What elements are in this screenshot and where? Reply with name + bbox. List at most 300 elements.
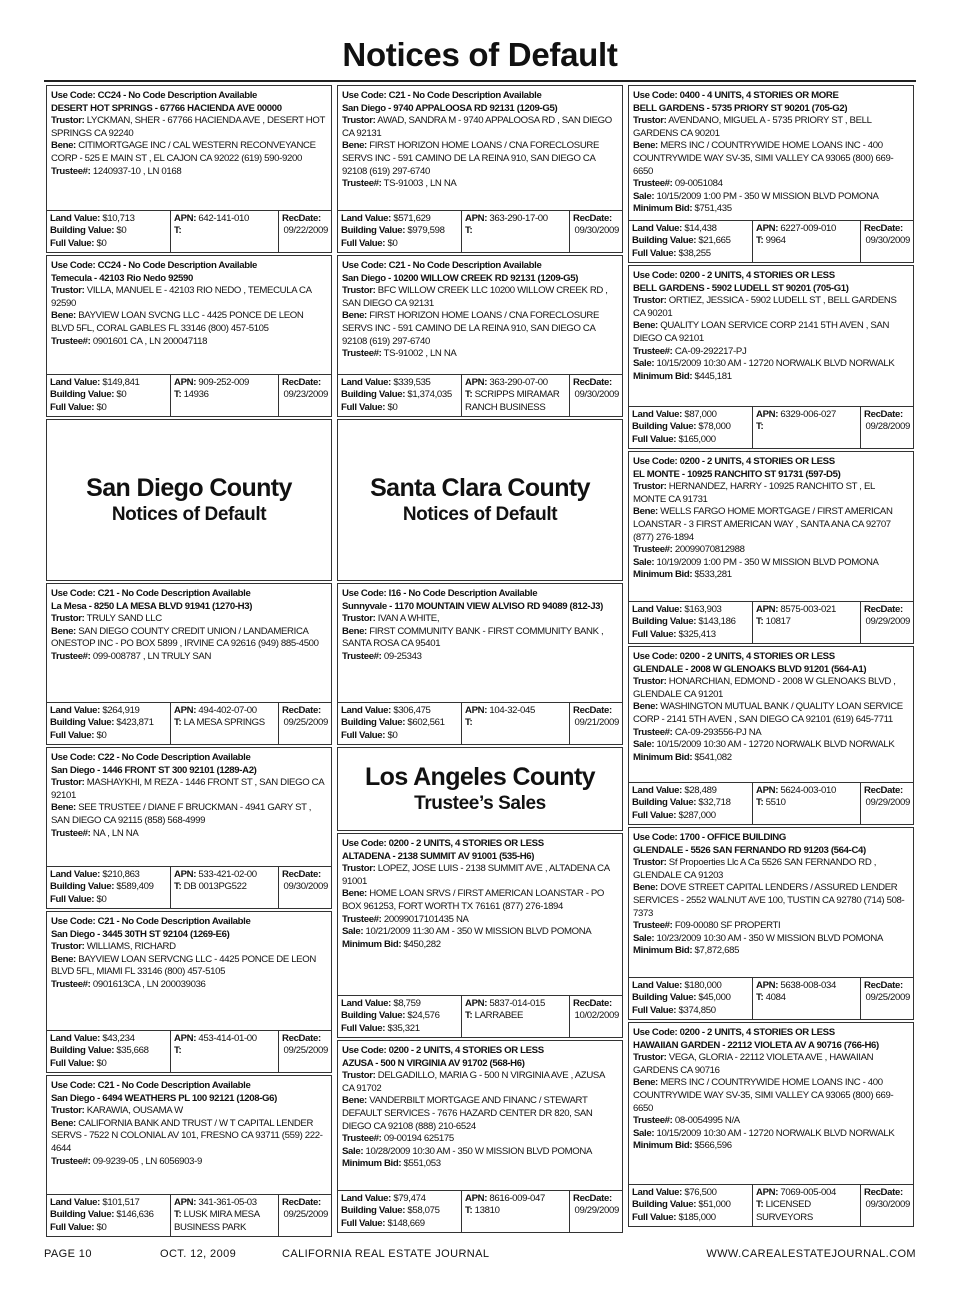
land-value-value: $149,841 [102,376,140,388]
minimum-bid [633,569,909,582]
use-code [633,651,909,664]
use-code-value: 0400 - 4 UNITS, 4 STORIES OR MORE [679,90,839,101]
building-value [50,389,167,401]
notice-details [629,86,913,220]
minimum-bid [633,203,909,216]
tract-value: LARRABEE [474,1010,524,1022]
beneficiary-label: Bene: [633,140,658,152]
notice-column [628,85,914,1229]
tract-value: 4084 [765,992,786,1004]
trustee-number-label: Trustee#: [342,348,382,360]
value-row [629,601,913,643]
apn-value: 341-361-05-03 [198,1196,257,1208]
full-value-label: Full Value: [632,1004,677,1016]
tract-label: T: [465,1205,473,1217]
property-address: BELL GARDENS - 5902 LUDELL ST 90201 (705-G1) [633,282,849,294]
notice-details [629,452,913,601]
use-code-label: Use Code: [51,1080,96,1091]
land-value [50,869,167,881]
rec-date-cell [279,867,331,908]
minimum-bid-label: Minimum Bid: [633,370,693,382]
notice-details [47,1076,331,1194]
land-value-label: Land Value: [632,784,682,796]
trustee-number-value: CA-09-293556-PJ NA [674,726,762,738]
tract [756,992,857,1004]
use-code [342,260,618,273]
notice-details [629,266,913,406]
sale-info [633,739,909,752]
property-address: San Diego - 3445 30TH ST 92104 (1269-E6) [51,928,230,940]
use-code [51,1080,327,1093]
tract [465,389,566,414]
minimum-bid-value: $450,282 [403,938,441,950]
full-value-value: $0 [387,401,398,413]
rec-date-value: 09/29/2009 [865,797,910,809]
values-cell [47,703,171,744]
trustee-number [51,1156,327,1169]
apn-cell [753,602,861,643]
use-code [633,270,909,283]
trustee-number-value: 09-00194 625175 [383,1133,454,1145]
building-value-label: Building Value: [341,1010,406,1022]
notice-details [338,1041,622,1190]
value-row [338,374,622,416]
trustor-label: Trustor: [342,115,376,127]
trustee-number-label: Trustee#: [51,165,91,177]
rec-date-value: 09/21/2009 [574,717,619,729]
beneficiary-label: Bene: [342,888,367,900]
minimum-bid-value: $445,181 [694,370,732,382]
land-value-value: $79,474 [393,1192,426,1204]
land-value-value: $339,535 [393,376,431,388]
beneficiary-value: SEE TRUSTEE / DIANE F BRUCKMAN - 4941 GARY ST , SAN DIEGO CA 92115 (858) 568-4999 [51,802,312,826]
minimum-bid-value: $566,596 [694,1140,732,1152]
trustee-number-label: Trustee#: [633,726,673,738]
rec-date-value: 09/28/2009 [865,421,910,433]
beneficiary-value: CITIMORTGAGE INC / CAL WESTERN RECONVEYANCE CORP - 525 E MAIN ST , EL CAJON CA 92022 (619) 590-9200 [51,140,316,164]
trustee-number-label: Trustee#: [51,650,91,662]
tract-label: T: [465,389,473,401]
land-value-value: $14,438 [684,222,717,234]
trustor-value: BFC WILLOW CREEK LLC 10200 WILLOW CREEK RD , SAN DIEGO CA 92131 [342,285,608,309]
land-value [341,998,458,1010]
apn-value: 5624-003-010 [780,784,836,796]
building-value-label: Building Value: [50,1209,115,1221]
rec-date-cell [861,783,913,824]
rec-date-value: 09/30/2009 [574,225,619,237]
building-value [50,881,167,893]
trustor [633,295,909,320]
county-name: Santa Clara County [370,473,590,502]
apn-value: 363-290-17-00 [489,212,548,224]
beneficiary-label: Bene: [342,310,367,322]
county-heading [337,419,623,581]
value-row [629,220,913,262]
apn-label: APN: [756,979,779,991]
land-value-value: $264,919 [102,704,140,716]
land-value [341,377,458,389]
trustee-number [633,1115,909,1128]
sale-info-value: 10/15/2009 10:30 AM - 12720 NORWALK BLVD NORWALK [656,358,895,370]
property-address: EL MONTE - 10925 RANCHITO ST 91731 (597-D5) [633,468,841,480]
apn [465,1193,566,1205]
rec-date-label: RecDate: [573,376,612,388]
tract-label: T: [756,235,764,247]
apn-cell [462,375,570,416]
full-value [50,238,167,250]
trustee-number-label: Trustee#: [633,544,673,556]
land-value-label: Land Value: [341,997,391,1009]
tract [465,1205,566,1217]
apn-cell [462,996,570,1037]
beneficiary-label: Bene: [633,320,658,332]
trustee-number-value: 08-0054995 N/A [674,1115,740,1127]
trustee-number [51,979,327,992]
full-value [632,629,749,641]
rec-date-value: 09/25/2009 [283,1209,328,1221]
property-address: Sunnyvale - 1170 MOUNTAIN VIEW ALVISO RD 94089 (812-J3) [342,600,604,612]
beneficiary [342,140,618,178]
apn-label: APN: [756,784,779,796]
beneficiary-label: Bene: [633,882,658,894]
value-row [338,210,622,252]
use-code [342,588,618,601]
land-value-value: $28,489 [684,784,717,796]
notice-record [628,451,914,644]
tract [174,389,275,401]
building-value-label: Building Value: [341,225,406,237]
land-value-label: Land Value: [632,222,682,234]
beneficiary-value: FIRST HORIZON HOME LOANS / CNA FORECLOSURE SERVS INC - 591 CAMINO DE LA REINA 910, SAN DIEGO CA 92108 (619) 297-6740 [342,140,600,177]
apn [174,705,275,717]
notice-details [338,584,622,702]
land-value-label: Land Value: [341,376,391,388]
footer-date: OCT. 12, 2009 [160,1248,237,1260]
full-value [50,894,167,906]
trustee-number [633,178,909,191]
tract [174,1045,275,1057]
trustor-value: ORTIEZ, JESSICA - 5902 LUDELL ST , BELL GARDENS CA 90201 [633,295,897,319]
apn-cell [462,1191,570,1232]
apn-label: APN: [465,376,488,388]
land-value-label: Land Value: [632,603,682,615]
rec-date-label: RecDate: [864,1186,903,1198]
values-cell [629,407,753,448]
building-value-value: $979,598 [407,225,445,237]
full-value [50,402,167,414]
footer-page-number: PAGE 10 [44,1248,92,1260]
tract-label: T: [756,992,764,1004]
sale-info-value: 10/23/2009 10:30 AM - 350 W MISSION BLVD POMONA [656,932,884,944]
trustee-number-label: Trustee#: [51,978,91,990]
use-code-value: C21 - No Code Description Available [97,588,251,599]
full-value-label: Full Value: [632,247,677,259]
rec-date-cell [861,978,913,1019]
beneficiary [633,506,909,544]
apn-cell [171,1195,279,1236]
notice-details [338,86,622,210]
full-value-label: Full Value: [632,628,677,640]
rec-date-label: RecDate: [282,1032,321,1044]
sale-info-label: Sale: [342,1145,364,1157]
trustee-number-label: Trustee#: [633,345,673,357]
tract-label: T: [465,717,473,729]
land-value-label: Land Value: [50,376,100,388]
use-code [633,832,909,845]
land-value [50,1197,167,1209]
sale-info-label: Sale: [633,1127,655,1139]
beneficiary [51,140,327,165]
apn-cell [171,211,279,252]
tract [174,225,275,237]
value-row [47,702,331,744]
apn-value: 5638-008-034 [780,979,836,991]
land-value [632,980,749,992]
use-code-value: CC24 - No Code Description Available [97,260,258,271]
apn-value: 104-32-045 [489,704,535,716]
values-cell [47,211,171,252]
full-value [341,402,458,414]
land-value [50,1033,167,1045]
trustee-number [633,920,909,933]
notice-record [46,747,332,909]
beneficiary-label: Bene: [633,1077,658,1089]
use-code-label: Use Code: [342,260,387,271]
notice-record [628,646,914,825]
notice-record [337,255,623,417]
full-value [50,1058,167,1070]
apn-label: APN: [756,408,779,420]
building-value-value: $602,561 [407,717,445,729]
full-value [341,1218,458,1230]
sale-info-value: 10/28/2009 10:30 AM - 350 W MISSION BLVD POMONA [365,1145,593,1157]
beneficiary-label: Bene: [633,506,658,518]
rec-date-label: RecDate: [864,784,903,796]
tract-label: T: [756,421,764,433]
value-row [338,1190,622,1232]
tract-label: T: [756,797,764,809]
rec-date-label: RecDate: [573,1192,612,1204]
full-value-label: Full Value: [50,1057,95,1069]
sale-info [633,358,909,371]
trustor-value: HERNANDEZ, HARRY - 10925 RANCHITO ST , EL MONTE CA 91731 [633,481,875,505]
use-code-label: Use Code: [633,456,678,467]
full-value-value: $325,413 [678,628,716,640]
notice-record [337,833,623,1038]
notice-details [338,834,622,995]
building-value [341,1010,458,1022]
building-value-label: Building Value: [632,1199,697,1211]
tract-label: T: [174,389,182,401]
minimum-bid-label: Minimum Bid: [633,569,693,581]
values-cell [338,1191,462,1232]
value-row [629,1184,913,1226]
use-code-label: Use Code: [51,588,96,599]
rec-date-label: RecDate: [864,979,903,991]
rec-date-label: RecDate: [864,603,903,615]
notice-record [628,85,914,263]
trustor-value: AWAD, SANDRA M - 9740 APPALOOSA RD , SAN DIEGO CA 92131 [342,115,612,139]
beneficiary-label: Bene: [633,701,658,713]
sale-info-label: Sale: [342,926,364,938]
minimum-bid [633,1140,909,1153]
trustor-value: AVENDANO, MIGUEL A - 5735 PRIORY ST , BELL GARDENS CA 90201 [633,115,872,139]
apn-label: APN: [756,603,779,615]
values-cell [338,703,462,744]
values-cell [47,1031,171,1072]
property-address: BELL GARDENS - 5735 PRIORY ST 90201 (705-G2) [633,102,848,114]
building-value-label: Building Value: [632,616,697,628]
use-code [633,1027,909,1040]
minimum-bid [342,1158,618,1171]
land-value-value: $210,863 [102,868,140,880]
apn-value: 7069-005-004 [780,1186,836,1198]
land-value [632,785,749,797]
trustee-number-value: F09-00080 SF PROPERTI [674,920,781,932]
apn [465,377,566,389]
notice-record [46,1075,332,1237]
trustor [342,115,618,140]
trustor-label: Trustor: [342,863,376,875]
trustee-number-label: Trustee#: [633,920,673,932]
county-name: San Diego County [86,473,292,502]
beneficiary [51,1118,327,1156]
trustor-label: Trustor: [51,613,85,625]
rec-date-cell [861,407,913,448]
beneficiary-label: Bene: [342,625,367,637]
sale-info-label: Sale: [633,932,655,944]
beneficiary-value: VANDERBILT MORTGAGE AND FINANC / STEWART DEFAULT SERVICES - 7676 HAZARD CENTER DR 820, SAN DIEGO CA 92108 (888) 210-6524 [342,1095,593,1132]
notice-record [628,265,914,449]
trustor [51,941,327,954]
trustor-label: Trustor: [633,857,667,869]
beneficiary-label: Bene: [51,953,76,965]
sale-info-value: 10/15/2009 1:00 PM - 350 W MISSION BLVD POMONA [656,190,879,202]
trustee-number-value: TS-91002 , LN NA [383,348,457,360]
apn [174,869,275,881]
rec-date-cell [279,1195,331,1236]
values-cell [629,221,753,262]
tract-label: T: [756,616,764,628]
use-code-label: Use Code: [342,90,387,101]
trustor-label: Trustor: [633,295,667,307]
full-value-label: Full Value: [341,237,386,249]
rec-date-label: RecDate: [573,704,612,716]
trustor-label: Trustor: [633,676,667,688]
full-value-label: Full Value: [632,1211,677,1223]
sale-info [633,933,909,946]
minimum-bid-label: Minimum Bid: [633,1140,693,1152]
trustor [342,1070,618,1095]
apn-cell [171,375,279,416]
trustee-number-label: Trustee#: [51,1155,91,1167]
full-value-value: $148,669 [387,1217,425,1229]
trustor-label: Trustor: [51,1105,85,1117]
trustor [51,115,327,140]
apn-label: APN: [465,997,488,1009]
full-value [50,730,167,742]
notice-column [337,85,623,1235]
land-value [50,213,167,225]
apn-cell [753,407,861,448]
use-code-label: Use Code: [51,260,96,271]
rec-date-value: 09/29/2009 [574,1205,619,1217]
trustee-number [342,348,618,361]
apn-cell [753,978,861,1019]
minimum-bid [633,752,909,765]
apn-label: APN: [756,222,779,234]
trustor-value: IVAN A WHITE, [377,613,440,625]
sale-info [633,557,909,570]
land-value-value: $87,000 [684,408,717,420]
trustee-number-value: 09-25343 [383,650,422,662]
notice-details [47,748,331,866]
rec-date-cell [861,1185,913,1226]
trustor-label: Trustor: [633,1052,667,1064]
value-row [47,210,331,252]
apn [174,1033,275,1045]
trustee-number-value: NA , LN NA [92,827,139,839]
trustor-label: Trustor: [51,285,85,297]
apn [465,998,566,1010]
use-code-label: Use Code: [633,651,678,662]
property-address: San Diego - 9740 APPALOOSA RD 92131 (1209-G5) [342,102,558,114]
sale-info [342,1146,618,1159]
apn [756,785,857,797]
trustor-value: LYCKMAN, SHER - 67766 HACIENDA AVE , DESERT HOT SPRINGS CA 92240 [51,115,325,139]
building-value-label: Building Value: [632,992,697,1004]
rec-date-label: RecDate: [864,408,903,420]
values-cell [47,1195,171,1236]
trustee-number-value: 0901601 CA , LN 200047118 [92,335,208,347]
building-value-value: $51,000 [698,1199,731,1211]
full-value [50,1222,167,1234]
building-value-label: Building Value: [632,421,697,433]
full-value [632,248,749,260]
sale-info-value: 10/21/2009 11:30 AM - 350 W MISSION BLVD POMONA [365,926,592,938]
notice-details [629,1023,913,1184]
rec-date-cell [570,375,622,416]
trustor-value: TRULY SAND LLC [86,613,162,625]
apn-label: APN: [174,704,197,716]
apn [756,223,857,235]
building-value-label: Building Value: [341,1205,406,1217]
property-address: San Diego - 10200 WILLOW CREEK RD 92131 (1209-G5) [342,272,579,284]
tract [174,717,275,729]
use-code-label: Use Code: [342,838,387,849]
trustor-value: WILLIAMS, RICHARD [86,941,176,953]
building-value-value: $35,668 [116,1045,149,1057]
values-cell [47,375,171,416]
building-value-label: Building Value: [50,389,115,401]
sale-info [633,1128,909,1141]
use-code [51,260,327,273]
land-value-value: $571,629 [393,212,431,224]
trustee-number [342,1133,618,1146]
land-value [632,1187,749,1199]
full-value-label: Full Value: [341,729,386,741]
apn [756,1187,857,1199]
rec-date-cell [570,703,622,744]
values-cell [629,602,753,643]
land-value-label: Land Value: [50,1196,100,1208]
land-value-label: Land Value: [632,1186,682,1198]
rec-date-label: RecDate: [573,212,612,224]
minimum-bid [342,939,618,952]
use-code-label: Use Code: [51,90,96,101]
trustor [633,676,909,701]
page-title: Notices of Default [342,36,618,73]
